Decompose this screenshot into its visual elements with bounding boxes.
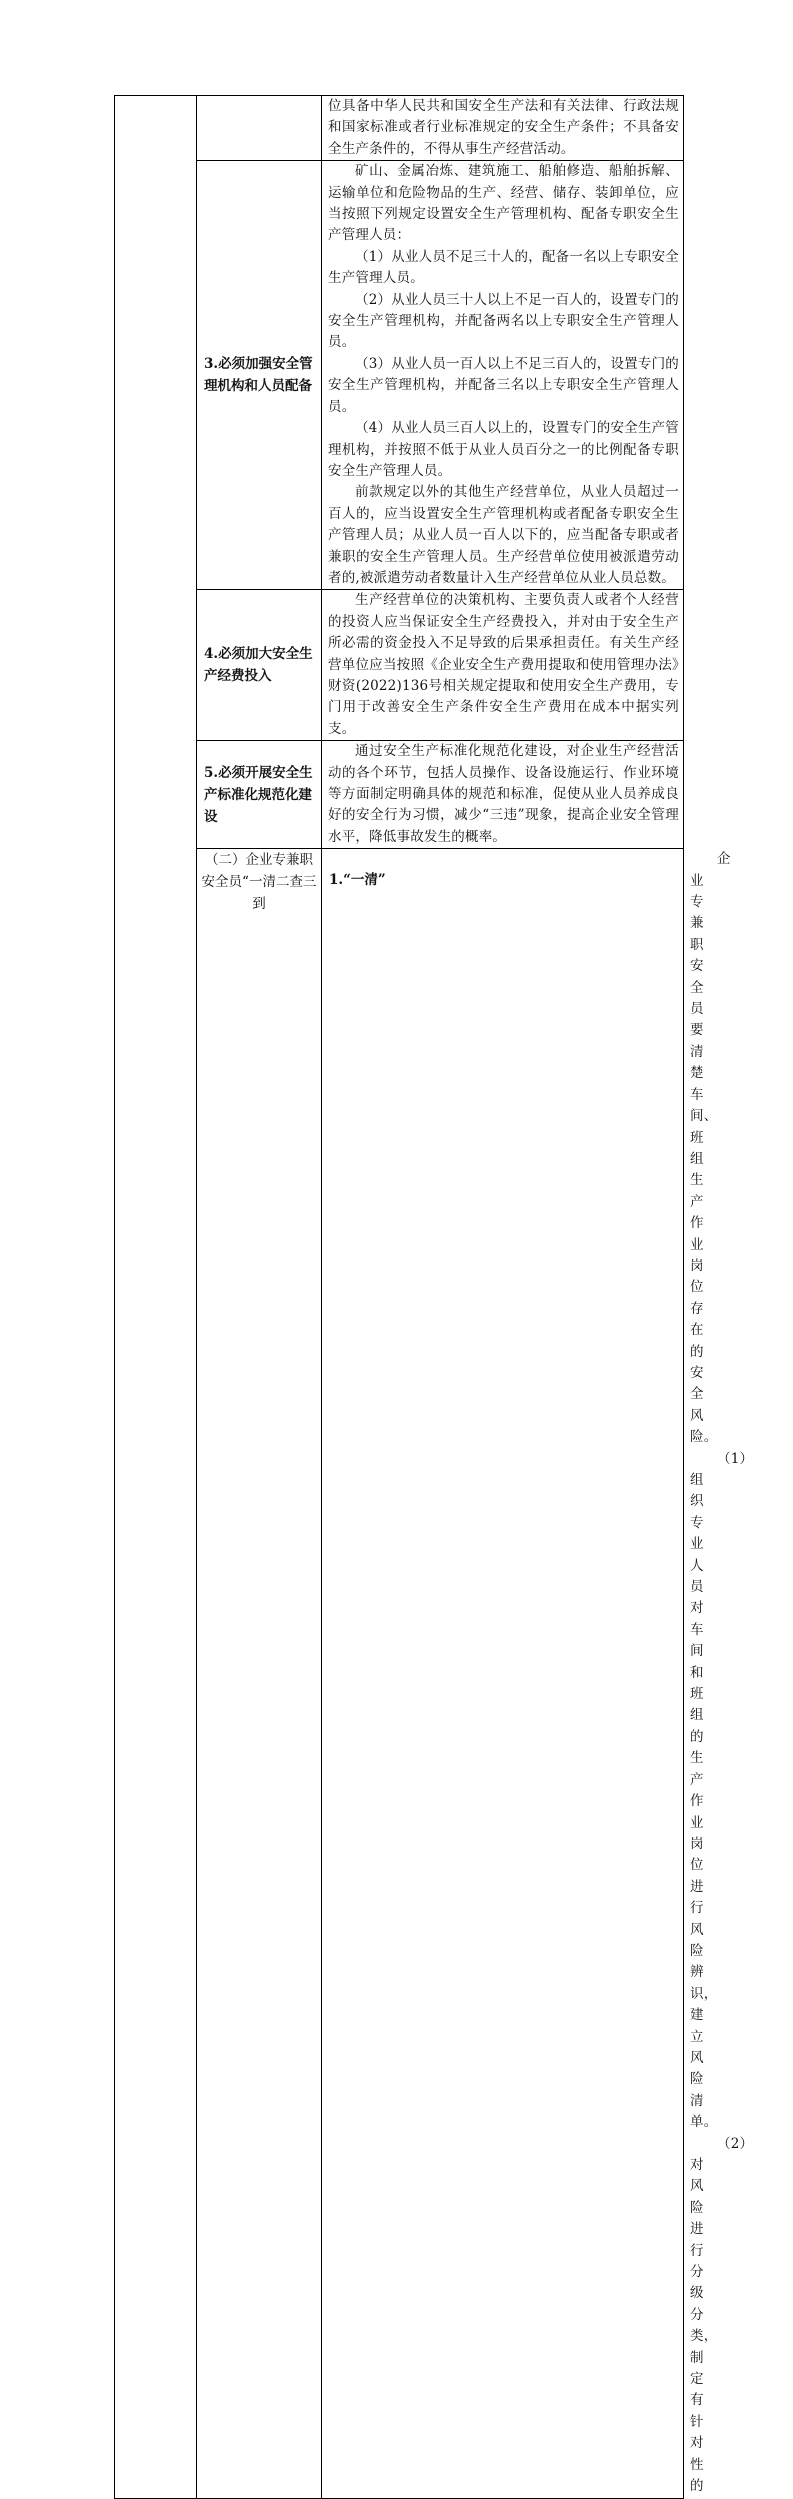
paragraph: 前款规定以外的其他生产经营单位，从业人员超过一百人的，应当设置安全生产管理机构或者配备专职安全生产管理人员；从业人员一百人以下的，应当配备专职或者兼职的安全生产管理人员。生产经营单位使用被派遣劳动者的,被派遣劳动者数量计入生产经营单位从业人员总数。 <box>328 484 679 586</box>
content-cell <box>322 741 684 849</box>
table-row <box>115 96 684 161</box>
paragraph: 通过安全生产标准化规范化建设，对企业生产经营活动的各个环节，包括人员操作、设备设施运行、作业环境等方面制定明确具体的规范和标准，促使从业人员养成良好的安全行为习惯，减少“三违”现象，提高企业安全管理水平，降低事故发生的概率。 <box>328 743 679 845</box>
paragraph: 位具备中华人民共和国安全生产法和有关法律、行政法规和国家标准或者行业标准规定的安全生产条件；不具备安全生产条件的，不得从事生产经营活动。 <box>328 98 679 157</box>
table-row <box>115 590 684 741</box>
paragraph: 矿山、金属冶炼、建筑施工、船舶修造、船舶拆解、运输单位和危险物品的生产、经营、储存、装卸单位，应当按照下列规定设置安全生产管理机构、配备专职安全生产管理人员： <box>328 163 679 244</box>
content-cell <box>322 590 684 741</box>
section-label: （二）企业专兼职安全员“一清二查三到 <box>201 852 317 913</box>
table-row: （二）企业专兼职安全员“一清二查三到 1.“一清” 企业专兼职安全员要清楚车间、班组生产作业岗位存在的安全风险。 （1）组织专业人员对车间和班组的生产作业岗位进行风险辨识，建立风险清单。 （2）对风险进行分级分类，制定有针对性的 <box>115 849 684 2498</box>
table-row <box>115 161 684 590</box>
row-label: 3.必须加强安全管理机构和人员配备 <box>204 356 313 395</box>
paragraph: （4）从业人员三百人以上的，设置专门的安全生产管理机构，并按照不低于从业人员百分之一的比例配备专职安全生产管理人员。 <box>328 420 679 479</box>
paragraph: （2）从业人员三十人以上不足一百人的，设置专门的安全生产管理机构，并配备两名以上专职安全生产管理人员。 <box>328 291 679 351</box>
paragraph: 生产经营单位的决策机构、主要负责人或者个人经营的投资人应当保证安全生产经费投入，并对由于安全生产所必需的资金投入不足导致的后果承担责任。有关生产经营单位应当按照《企业安全生产费用提取和使用管理办法》财资(2022)136号相关规定提取和使用安全生产费用，专门用于改善安全生产条件安全生产费用在成本中据实列支。 <box>328 592 679 737</box>
label-cell <box>197 741 322 849</box>
table-row <box>115 741 684 849</box>
section-cell-empty <box>115 96 197 2499</box>
row-label: 1.“一清” <box>329 872 386 889</box>
paragraph: （1）从业人员不足三十人的，配备一名以上专职安全生产管理人员。 <box>328 248 679 287</box>
content-cell <box>322 161 684 590</box>
regulation-table <box>114 95 754 2499</box>
content-cell <box>322 96 684 161</box>
row-label: 5.必须开展安全生产标准化规范化建设 <box>204 764 313 825</box>
label-cell <box>197 161 322 590</box>
paragraph: （3）从业人员一百人以上不足三百人的，设置专门的安全生产管理机构，并配备三名以上专职安全生产管理人员。 <box>328 355 679 415</box>
label-cell <box>322 849 684 2498</box>
label-cell <box>197 590 322 741</box>
row-label: 4.必须加大安全生产经费投入 <box>204 646 313 685</box>
section-cell <box>197 849 322 2498</box>
label-cell <box>197 96 322 161</box>
